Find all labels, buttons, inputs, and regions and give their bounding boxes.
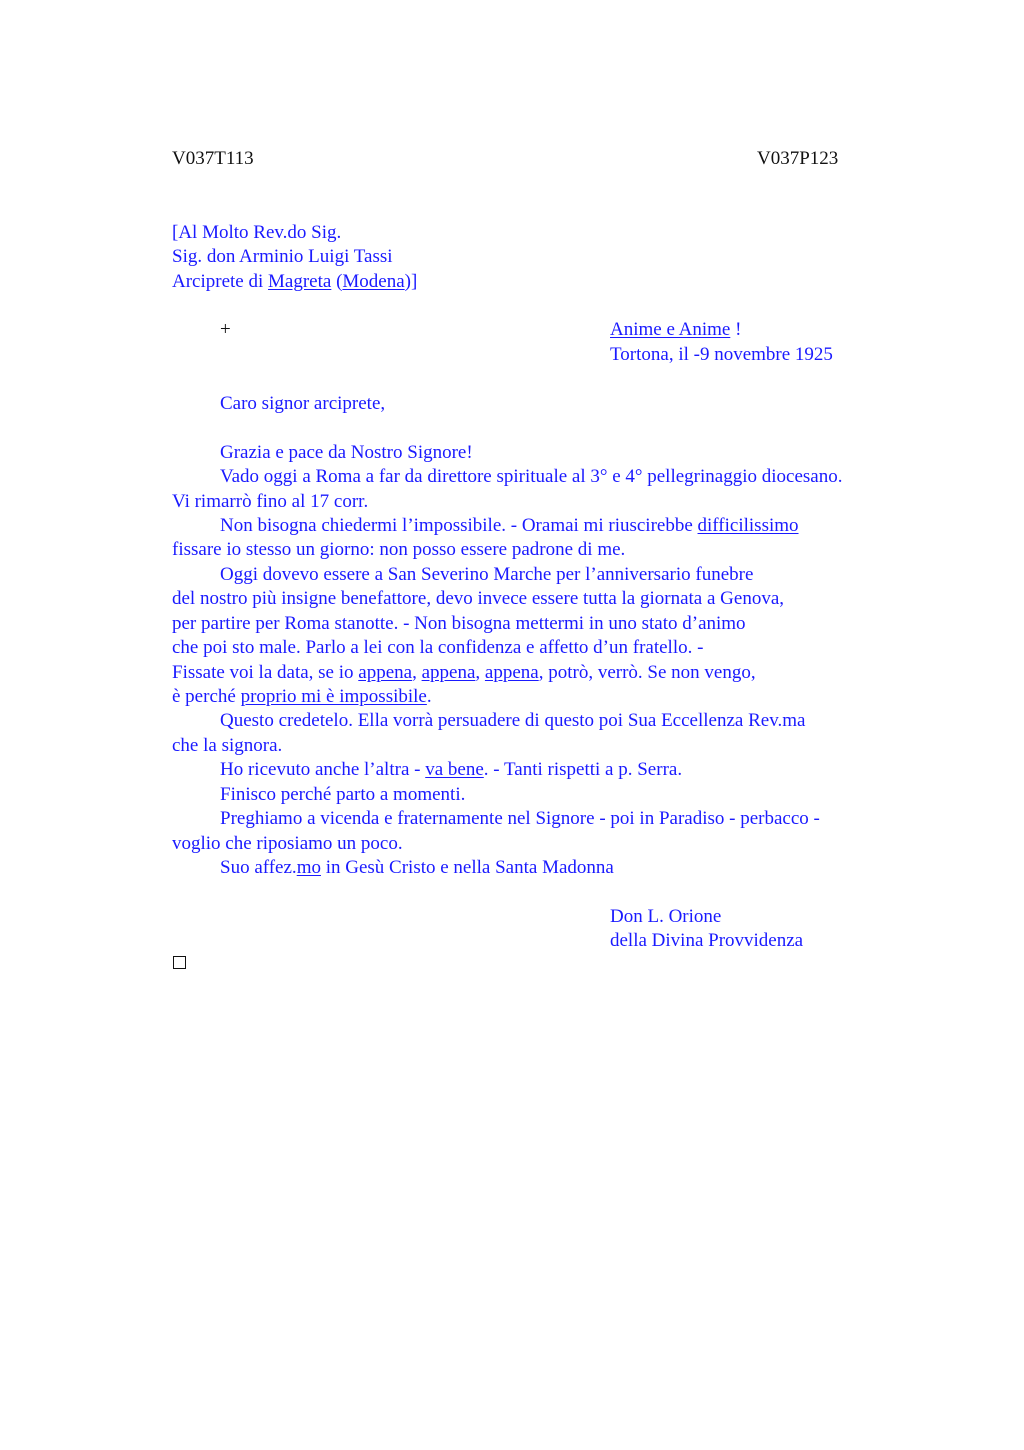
body-line-4: [220, 515, 799, 537]
body-line-18-tail: in Gesù Cristo e nella Santa Madonna: [320, 857, 614, 878]
body-line-14-text: Ho ricevuto anche l’altra -: [220, 759, 426, 780]
signature-name: Don L. Orione: [610, 906, 722, 927]
body-line-10: [172, 662, 756, 684]
body-line-5: fissare io stesso un giorno: non posso essere padrone di me.: [172, 539, 626, 560]
body-line-6: Oggi dovevo essere a San Severino Marche per l’anniversario funebre: [220, 564, 754, 585]
address-line-1: [Al Molto Rev.do Sig.: [172, 222, 342, 243]
body-line-10-text: Fissate voi la data, se io: [172, 662, 359, 683]
body-line-9: che poi sto male. Parlo a lei con la confidenza e affetto d’un fratello. -: [172, 637, 704, 658]
body-line-11-tail: .: [426, 686, 432, 707]
motto: [610, 319, 741, 341]
document-code-left: V037T113: [172, 148, 254, 169]
body-line-11-underlined: proprio mi è impossibile: [240, 686, 427, 707]
address-prefix: Arciprete di: [172, 271, 269, 292]
body-line-18: [220, 857, 614, 879]
body-line-4-underlined: difficilissimo: [697, 515, 799, 536]
body-line-14-underlined: va bene: [425, 759, 484, 780]
place-date: Tortona, il -9 novembre 1925: [610, 344, 833, 365]
body-line-10-sep-2: ,: [475, 662, 485, 683]
address-place: Magreta: [268, 271, 332, 292]
body-line-8: per partire per Roma stanotte. - Non bisogna mettermi in uno stato d’animo: [172, 613, 746, 634]
body-line-3: Vi rimarrò fino al 17 corr.: [172, 491, 369, 512]
body-line-10-tail: , potrò, verrò. Se non vengo,: [538, 662, 756, 683]
address-paren-open: (: [331, 271, 343, 292]
body-line-10-underlined-1: appena: [358, 662, 413, 683]
signature-title: della Divina Provvidenza: [610, 930, 804, 951]
address-province: Modena: [342, 271, 405, 292]
body-line-10-sep-1: ,: [412, 662, 422, 683]
body-line-11: [172, 686, 432, 708]
body-line-7: del nostro più insigne benefattore, devo invece essere tutta la giornata a Genova,: [172, 588, 784, 609]
body-line-14-tail: . - Tanti rispetti a p. Serra.: [483, 759, 683, 780]
address-line-3: [172, 271, 417, 293]
body-line-11-text: è perché: [172, 686, 241, 707]
body-line-12: Questo credetelo. Ella vorrà persuadere di questo poi Sua Eccellenza Rev.ma: [220, 710, 806, 731]
body-line-17: voglio che riposiamo un poco.: [172, 833, 403, 854]
salutation: Caro signor arciprete,: [220, 393, 386, 414]
body-line-15: Finisco perché parto a momenti.: [220, 784, 466, 805]
page-code-right: V037P123: [757, 148, 839, 169]
body-line-1: Grazia e pace da Nostro Signore!: [220, 442, 473, 463]
address-paren-close: )]: [404, 271, 418, 292]
body-line-14: [220, 759, 682, 781]
body-line-16: Preghiamo a vicenda e fraternamente nel Signore - poi in Paradiso - perbacco -: [220, 808, 820, 829]
body-line-4-text: Non bisogna chiedermi l’impossibile. - Oramai mi riuscirebbe: [220, 515, 698, 536]
end-square-icon: [173, 956, 186, 969]
motto-text: Anime e Anime: [610, 319, 731, 340]
body-line-10-underlined-3: appena: [484, 662, 539, 683]
body-line-13: che la signora.: [172, 735, 283, 756]
body-line-2: Vado oggi a Roma a far da direttore spirituale al 3° e 4° pellegrinaggio diocesano.: [220, 466, 843, 487]
body-line-10-underlined-2: appena: [421, 662, 476, 683]
address-line-2: Sig. don Arminio Luigi Tassi: [172, 246, 393, 267]
body-line-18-text: Suo affez.: [220, 857, 297, 878]
cross-symbol: +: [220, 319, 231, 340]
motto-suffix: !: [730, 319, 742, 340]
body-line-18-underlined: mo: [296, 857, 321, 878]
